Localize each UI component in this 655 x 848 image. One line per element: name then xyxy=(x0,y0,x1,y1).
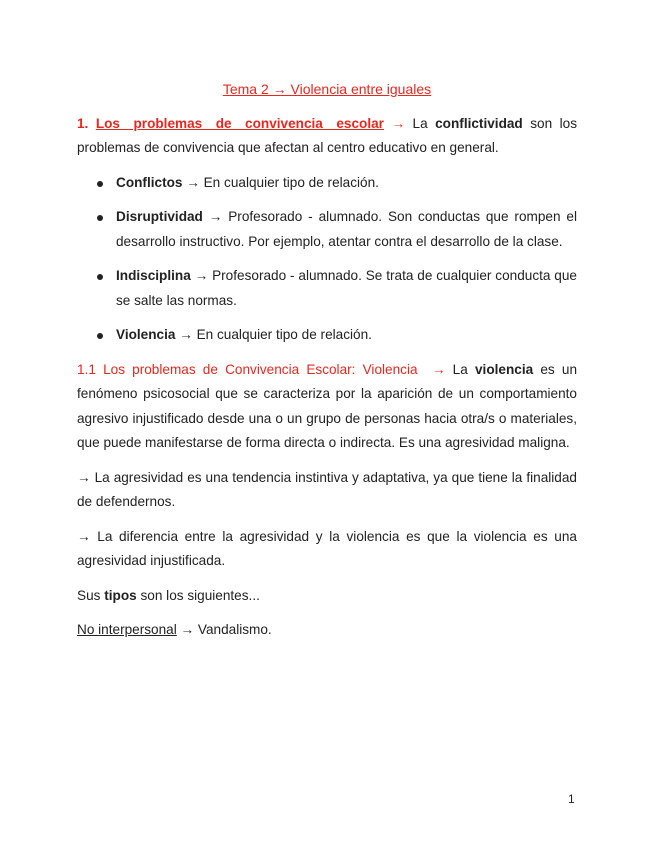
section-1-1-lead: La xyxy=(452,361,468,377)
bullet-icon xyxy=(97,274,103,280)
bullet-term: Conflictos xyxy=(116,174,183,190)
bullet-term: Disruptividad xyxy=(116,209,203,224)
section-1-number: 1. xyxy=(77,115,89,131)
bullet-icon xyxy=(97,181,103,187)
term-conflictividad: conflictividad xyxy=(435,115,523,131)
section-1-lead: La xyxy=(412,115,428,131)
bullet-icon xyxy=(97,215,103,221)
paragraph-tipos xyxy=(77,584,577,609)
term-violencia: violencia xyxy=(474,361,534,377)
page-number: 1 xyxy=(568,792,575,806)
section-1-paragraph xyxy=(77,112,577,161)
bullet-icon xyxy=(97,333,103,339)
paragraph-diferencia: → La diferencia entre la agresividad y la violencia es que la violencia es una agresividad injustificada. xyxy=(77,528,577,568)
bullet-term: Indisciplina xyxy=(116,268,191,283)
list-item xyxy=(77,323,577,348)
bullet-text: → Profesorado - alumnado. Son conductas que rompen el desarrollo instructivo. Por ejemplo, atentar contra el desarrollo de la clase. xyxy=(116,209,577,249)
paragraph-no-interpersonal xyxy=(77,618,577,643)
bullet-text: → En cualquier tipo de relación. xyxy=(186,174,379,190)
list-item xyxy=(77,264,577,313)
paragraph-agresividad: → La agresividad es una tendencia instintiva y adaptativa, ya que tiene la finalidad de defendernos. xyxy=(77,469,577,509)
arrow: → xyxy=(431,361,446,377)
bullet-term: Violencia xyxy=(116,327,176,342)
section-1-1-paragraph xyxy=(77,358,577,456)
bullet-text: → En cualquier tipo de relación. xyxy=(179,327,372,342)
tipos-text: son los siguientes... xyxy=(140,587,260,603)
section-1-1-text: es un fenómeno psicosocial que se caracteriza por la aparición de un comportamiento agresivo injustificado desde una o un grupo de personas hacia otra/s o materiales, que puede manifestarse de forma directa o indirecta. Es una agresividad maligna. xyxy=(77,361,578,450)
term-tipos: tipos xyxy=(104,587,137,603)
section-1-heading: Los problemas de convivencia escolar xyxy=(95,115,384,131)
no-interpersonal-label: No interpersonal xyxy=(77,622,177,637)
list-item xyxy=(77,171,577,196)
bullet-list xyxy=(77,171,577,348)
section-1-1-heading: 1.1 Los problemas de Convivencia Escolar: Violencia xyxy=(77,361,418,377)
tipos-lead: Sus xyxy=(77,587,101,603)
list-item xyxy=(77,205,577,254)
no-interpersonal-text: → Vandalismo. xyxy=(180,622,272,637)
bullet-text: → Profesorado - alumnado. Se trata de cualquier conducta que se salte las normas. xyxy=(116,268,577,308)
arrow: → xyxy=(391,115,406,131)
document-title: Tema 2 → Violencia entre iguales xyxy=(222,81,432,97)
document-body xyxy=(77,77,577,643)
section-1-text: son los problemas de convivencia que afectan al centro educativo en general. xyxy=(77,115,578,155)
